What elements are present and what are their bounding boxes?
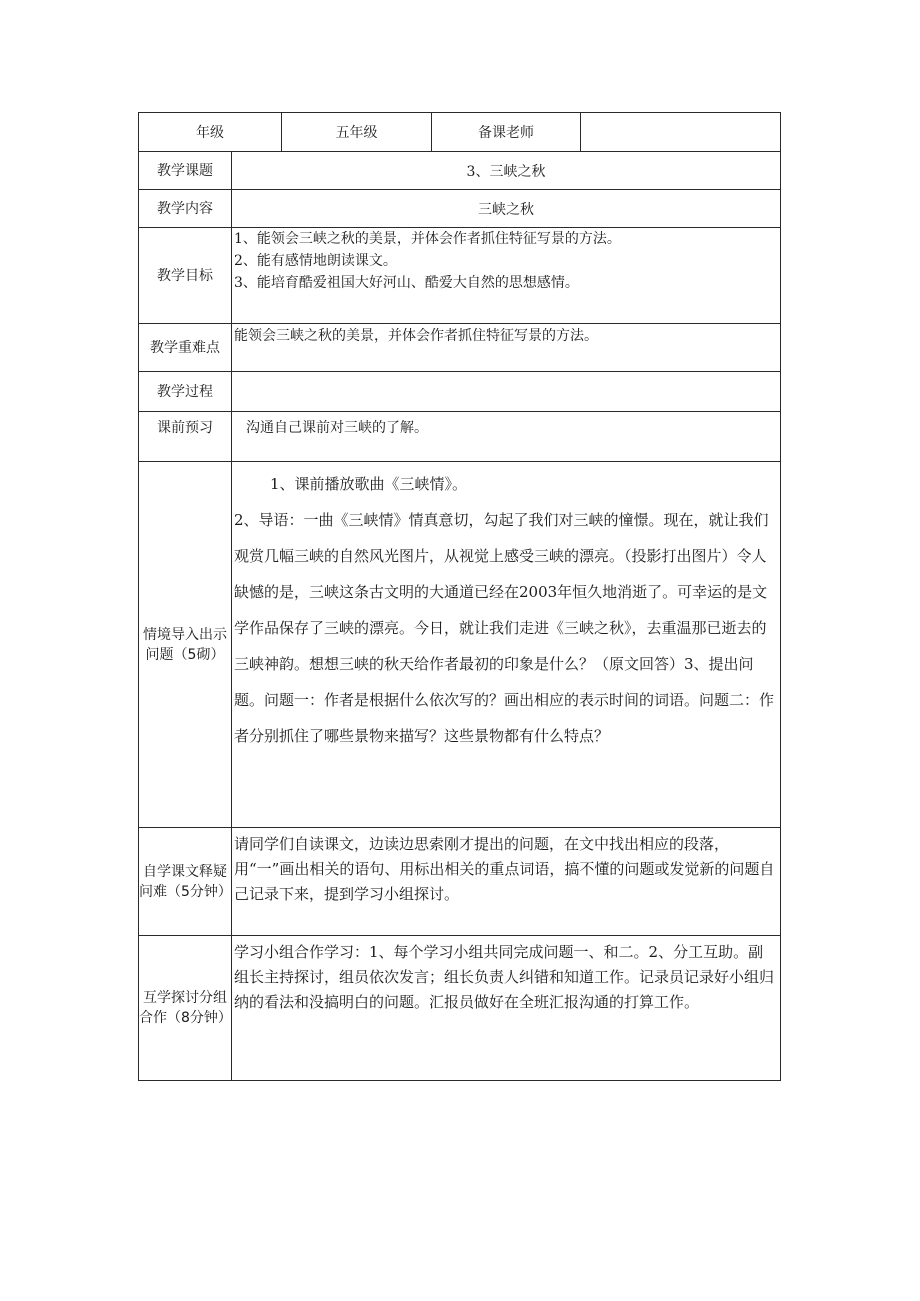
grade-label: 年级 (139, 113, 282, 152)
preview-row (139, 412, 781, 462)
topic-label: 教学课题 (139, 152, 232, 190)
goals-list (232, 228, 781, 324)
goal-item: 1、能领会三峡之秋的美景，并体会作者抓住特征写景的方法。 (234, 231, 621, 247)
key-points-value: 能领会三峡之秋的美景，并体会作者抓住特征写景的方法。 (232, 324, 781, 372)
preview-value: 沟通自己课前对三峡的了解。 (232, 412, 781, 462)
key-points-row (139, 324, 781, 372)
goals-label: 教学目标 (139, 228, 232, 324)
goals-row (139, 228, 781, 324)
group-label: 互学探讨分组合作（8分钟） (139, 936, 232, 1081)
self-study-label: 自学课文释疑问难（5分钟） (139, 828, 232, 936)
intro-label: 情境导入出示问题（5砌） (139, 462, 232, 828)
preview-label: 课前预习 (139, 412, 232, 462)
content-row (139, 190, 781, 228)
process-value (232, 372, 781, 412)
topic-row (139, 152, 781, 190)
group-value: 学习小组合作学习：1、每个学习小组共同完成问题一、和二。2、分工互助。副组长主持探讨，组员依次发言；组长负责人纠错和知道工作。记录员记录好小组归纳的看法和没搞明白的问题。汇报员做好在全班汇报沟通的打算工作。 (232, 936, 781, 1081)
lesson-plan-table (138, 112, 781, 1081)
process-label: 教学过程 (139, 372, 232, 412)
self-study-value: 请同学们自读课文，边读边思索刚才提出的问题，在文中找出相应的段落，用“一”画出相关的语句、用标出相关的重点词语，搞不懂的问题或发觉新的问题自己记录下来，提到学习小组探讨。 (232, 828, 781, 936)
self-study-row (139, 828, 781, 936)
topic-value: 3、三峡之秋 (232, 152, 781, 190)
intro-content (232, 462, 781, 828)
group-row (139, 936, 781, 1081)
intro-paragraph-2: 2、导语：一曲《三峡情》情真意切，勾起了我们对三峡的憧憬。现在，就让我们观赏几幅三峡的自然风光图片，从视觉上感受三峡的漂亮。（投影打出图片）令人缺憾的是，三峡这条古文明的大通道已经在2003年恒久地消逝了。可幸运的是文学作品保存了三峡的漂亮。今日，就让我们走进《三峡之秋》，去重温那已逝去的三峡神韵。想想三峡的秋天给作者最初的印象是什么？（原文回答）3、提出问题。问题一：作者是根据什么依次写的？画出相应的表示时间的词语。问题二：作者分别抓住了哪些景物来描写？这些景物都有什么特点？ (234, 511, 775, 745)
content-label: 教学内容 (139, 190, 232, 228)
intro-row (139, 462, 781, 828)
header-row (139, 113, 781, 152)
key-points-label: 教学重难点 (139, 324, 232, 372)
goal-item: 2、能有感情地朗读课文。 (234, 253, 397, 269)
content-value: 三峡之秋 (232, 190, 781, 228)
goal-item: 3、能培育酷爱祖国大好河山、酷爱大自然的思想感情。 (234, 275, 579, 291)
teacher-value (581, 113, 781, 152)
teacher-label: 备课老师 (432, 113, 581, 152)
intro-paragraph-1: 1、课前播放歌曲《三峡情》。 (270, 475, 468, 493)
grade-value: 五年级 (282, 113, 432, 152)
process-row (139, 372, 781, 412)
